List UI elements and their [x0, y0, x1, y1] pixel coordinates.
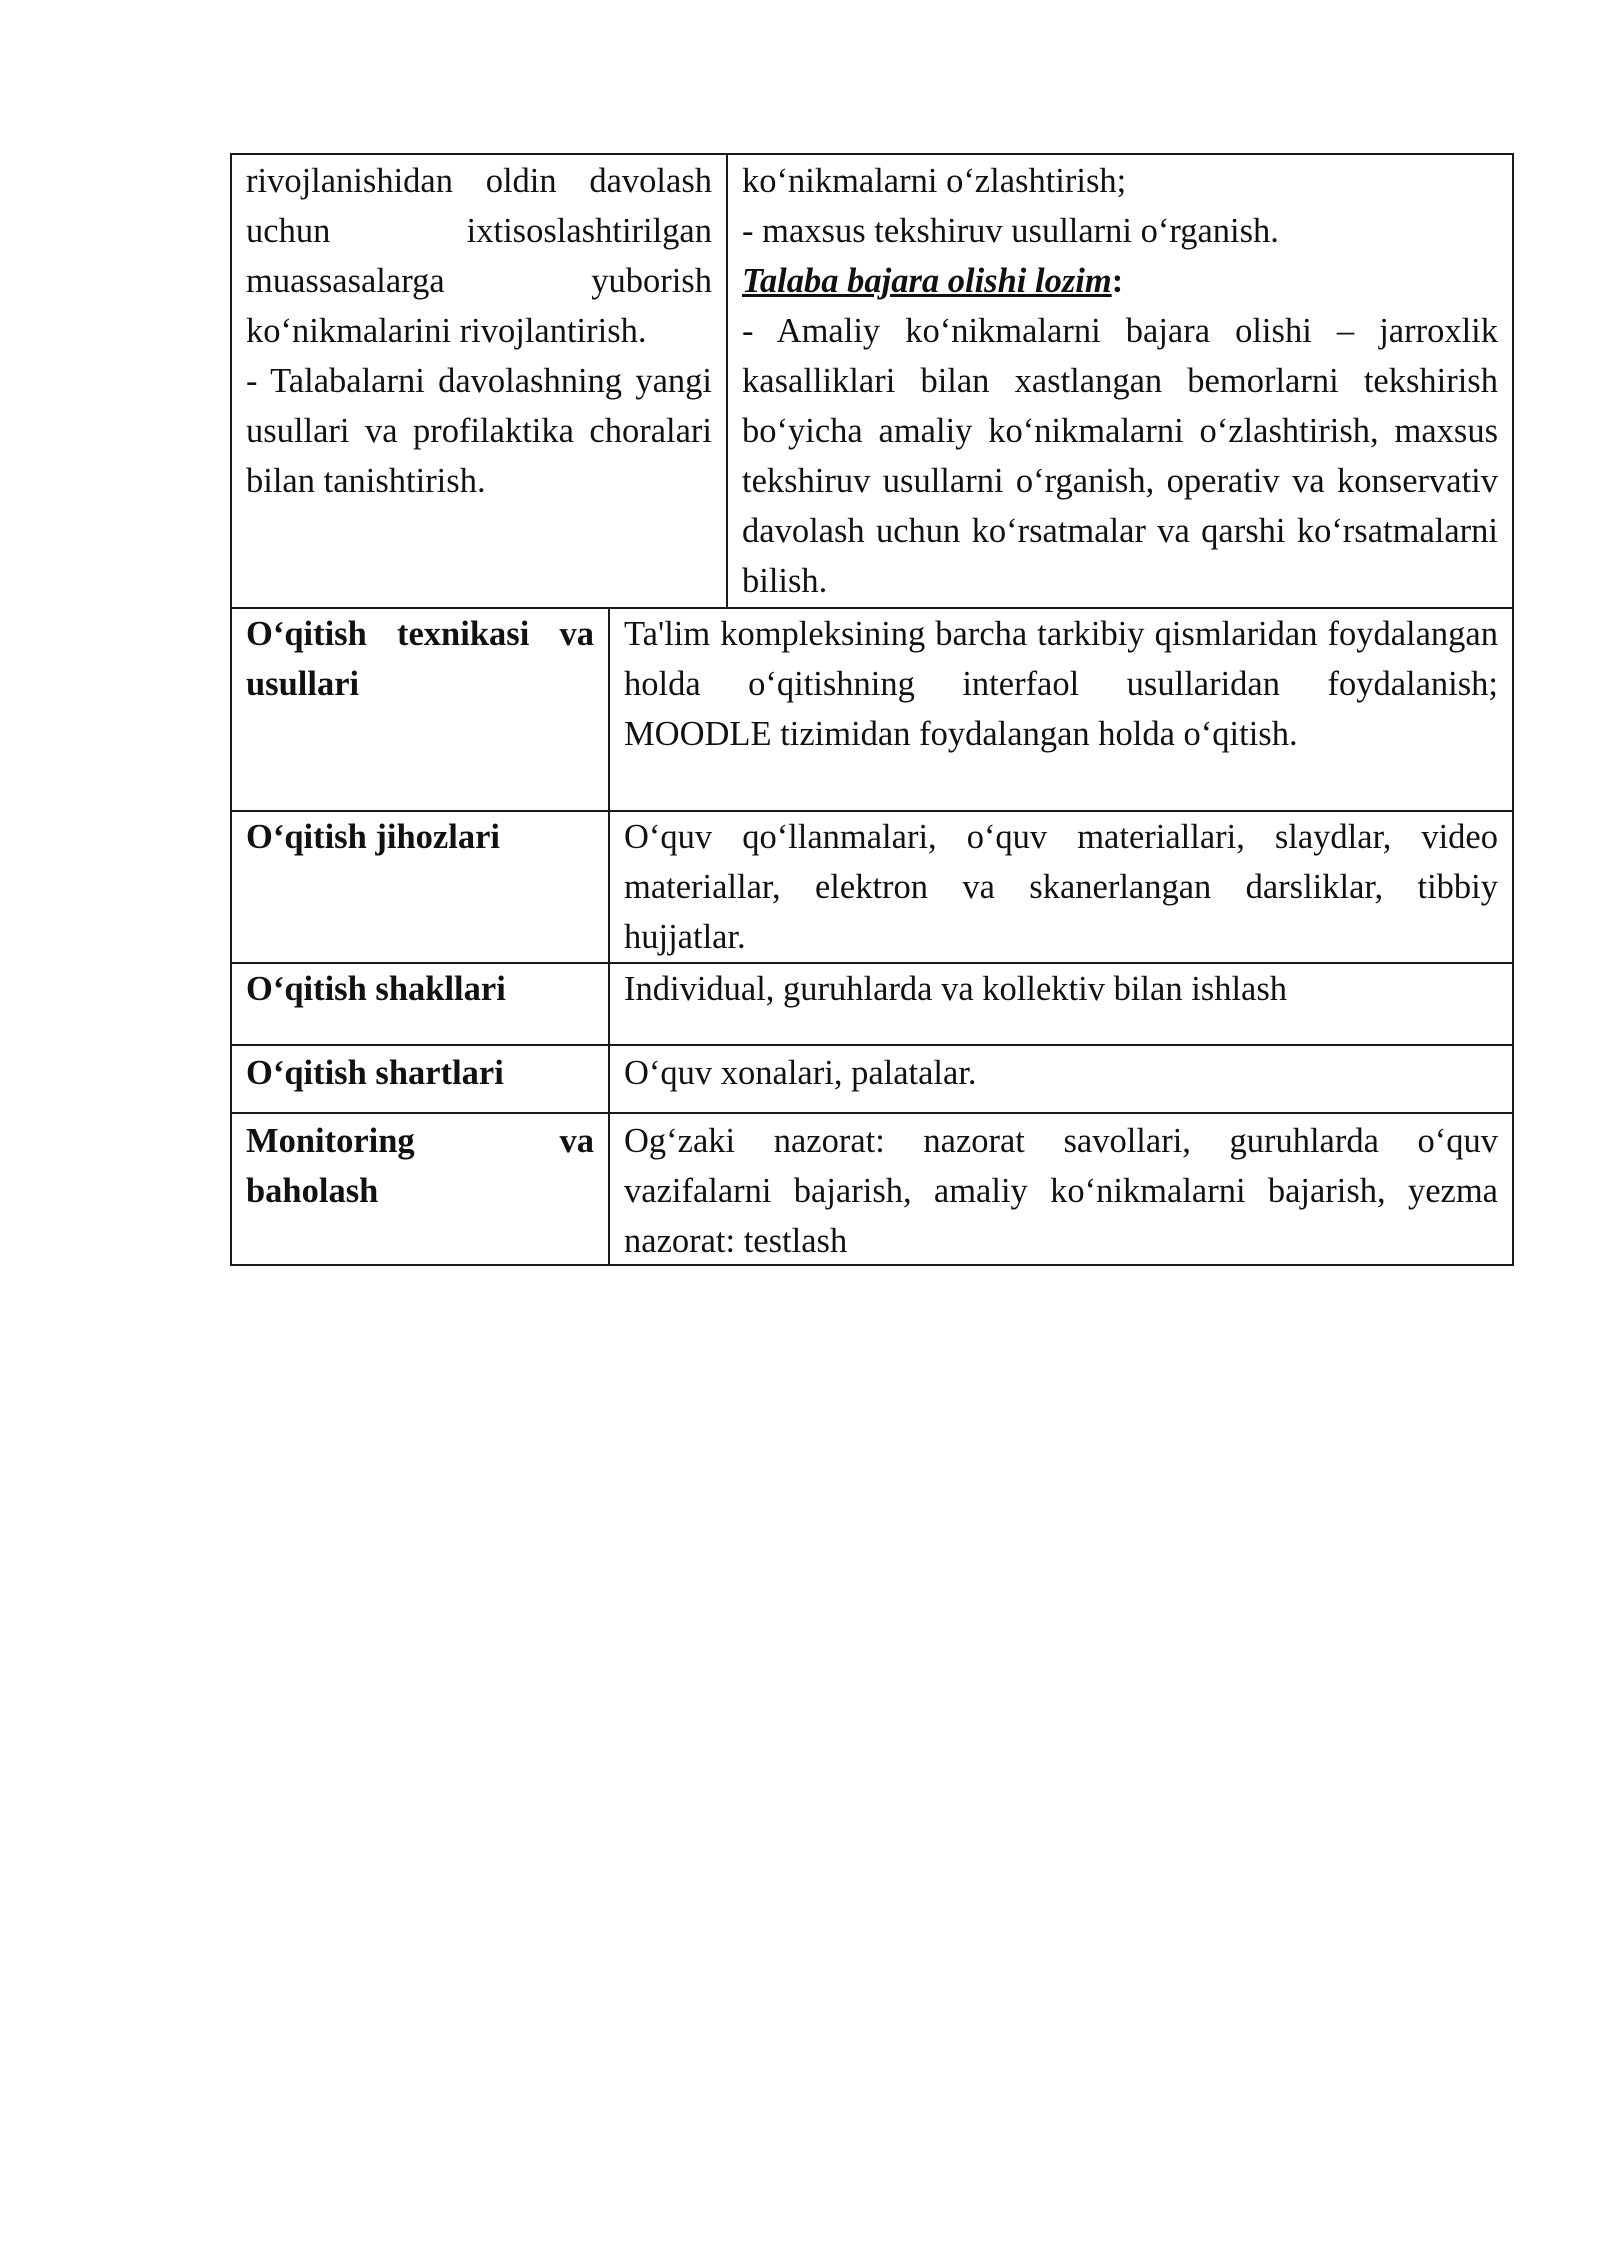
row-label-teaching-methods: O‘qitish texnikasi va usullari	[232, 609, 610, 810]
objectives-right-cell	[728, 155, 1512, 607]
table-row	[232, 607, 1512, 810]
objectives-right-text-1: ko‘nikmalarni o‘zlashtirish;	[742, 162, 1127, 200]
required-heading-line	[742, 256, 1498, 306]
table-row	[232, 810, 1512, 962]
table-row	[232, 1112, 1512, 1264]
row-value-teaching-forms: Individual, guruhlarda va kollektiv bilan ishlash	[624, 970, 1288, 1008]
objectives-left-text-2: - Talabalarni davolashning yangi usullari va profilaktika choralari bilan tanishtirish.	[246, 362, 712, 500]
table-row-objectives	[232, 155, 1512, 607]
row-value-monitoring: Og‘zaki nazorat: nazorat savollari, guruhlarda o‘quv vazifalarni bajarish, amaliy ko‘nikmalarni bajarish, yezma nazorat: testlash	[624, 1122, 1498, 1260]
required-heading: Talaba bajara olishi lozim	[742, 262, 1112, 300]
objectives-left-cell	[232, 155, 728, 607]
row-label-teaching-conditions: O‘qitish shartlari	[232, 1046, 610, 1112]
table-row	[232, 1044, 1512, 1112]
objectives-right-text-2: - maxsus tekshiruv usullarni o‘rganish.	[742, 212, 1279, 250]
row-label-monitoring: Monitoring va baholash	[232, 1114, 610, 1264]
table-row	[232, 962, 1512, 1044]
objectives-left-text-1: rivojlanishidan oldin davolash uchun ixtisoslashtirilgan muassasalarga yuborish ko‘nikmalarini rivojlantirish.	[246, 162, 712, 350]
row-value-teaching-methods: Ta'lim kompleksining barcha tarkibiy qismlaridan foydalangan holda o‘qitishning interfaol usullaridan foydalanish; MOODLE tizimidan foydalangan holda o‘qitish.	[624, 615, 1498, 753]
required-text: - Amaliy ko‘nikmalarni bajara olishi – jarroxlik kasalliklari bilan xastlangan bemorlarni tekshirish bo‘yicha amaliy ko‘nikmalarni o‘zlashtirish, maxsus tekshiruv usullarni o‘rganish, operativ va konservativ davolash uchun ko‘rsatmalar va qarshi ko‘rsatmalarni bilish.	[742, 312, 1498, 600]
row-value-teaching-equipment: O‘quv qo‘llanmalari, o‘quv materiallari, slaydlar, video materiallar, elektron va skanerlangan darsliklar, tibbiy hujjatlar.	[624, 818, 1498, 956]
course-info-table	[230, 153, 1514, 1266]
required-heading-colon: :	[1111, 262, 1124, 300]
row-label-teaching-equipment: O‘qitish jihozlari	[232, 812, 610, 962]
row-value-teaching-conditions: O‘quv xonalari, palatalar.	[624, 1054, 977, 1092]
row-label-teaching-forms: O‘qitish shakllari	[232, 964, 610, 1044]
